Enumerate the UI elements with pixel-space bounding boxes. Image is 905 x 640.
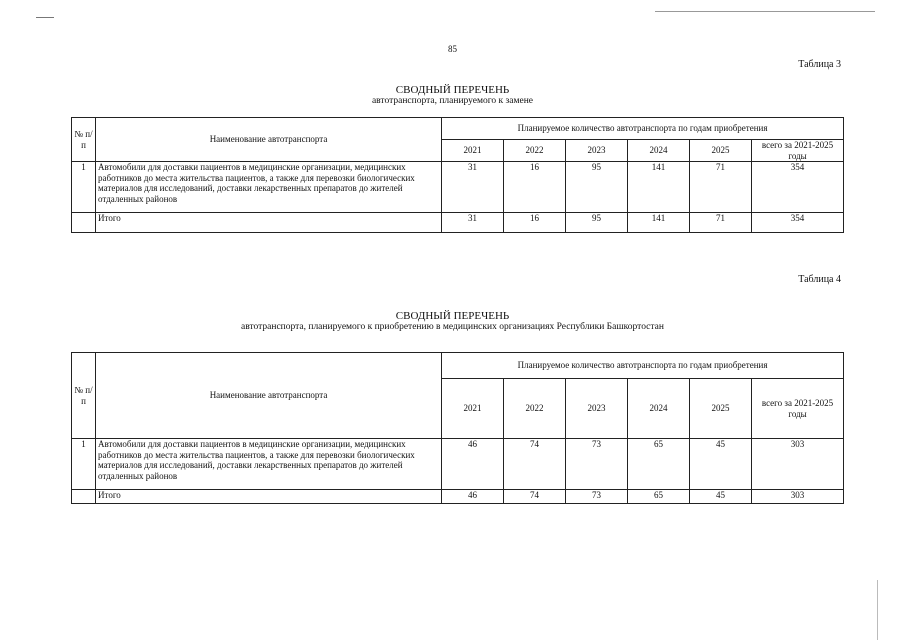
total-value: 95 [566,213,628,233]
table-row [72,439,844,490]
summary-table-3 [71,117,844,233]
total-value: 45 [690,490,752,504]
col-header-year: 2022 [504,140,566,162]
col-header-name: Наименование автотранспорта [96,353,442,439]
total-value: 46 [442,490,504,504]
row-value: 71 [690,162,752,213]
row-value: 16 [504,162,566,213]
scan-mark [655,11,875,12]
total-label: Итого [96,490,442,504]
row-name: Автомобили для доставки пациентов в медицинские организации, медицинских работников до места жительства пациентов, а также для перевозки биологических материалов для исследований, доставки лекарственных препаратов до жителей отдаленных районов [96,162,442,213]
total-value: 74 [504,490,566,504]
row-num: 1 [72,439,96,490]
scan-mark [36,17,54,18]
col-header-total: всего за 2021-2025 годы [752,140,844,162]
col-header-year: 2021 [442,379,504,439]
row-value: 141 [628,162,690,213]
row-name: Автомобили для доставки пациентов в медицинские организации, медицинских работников до места жительства пациентов, а также для перевозки биологических материалов для исследований, доставки лекарственных препаратов до жителей отдаленных районов [96,439,442,490]
total-row-num [72,490,96,504]
row-value: 354 [752,162,844,213]
table-label: Таблица 4 [798,274,841,285]
row-value: 73 [566,439,628,490]
col-header-year: 2023 [566,379,628,439]
col-header-name: Наименование автотранспорта [96,118,442,162]
total-value: 16 [504,213,566,233]
row-num: 1 [72,162,96,213]
total-value: 71 [690,213,752,233]
total-label: Итого [96,213,442,233]
total-row-num [72,213,96,233]
total-row [72,213,844,233]
summary-table-4 [71,352,844,504]
total-value: 303 [752,490,844,504]
table-subtitle: автотранспорта, планируемого к приобретению в медицинских организациях Республики Башкортостан [241,322,664,332]
table-title: СВОДНЫЙ ПЕРЕЧЕНЬ [395,310,510,322]
total-value: 354 [752,213,844,233]
total-value: 73 [566,490,628,504]
total-value: 141 [628,213,690,233]
col-header-total: всего за 2021-2025 годы [752,379,844,439]
row-value: 74 [504,439,566,490]
col-header-num: № п/п [72,118,96,162]
total-value: 31 [442,213,504,233]
col-header-year: 2023 [566,140,628,162]
table-title: СВОДНЫЙ ПЕРЕЧЕНЬ [395,84,510,96]
row-value: 303 [752,439,844,490]
col-header-year: 2024 [628,140,690,162]
row-value: 65 [628,439,690,490]
scan-mark [877,580,878,640]
col-header-num: № п/п [72,353,96,439]
row-value: 31 [442,162,504,213]
table-subtitle: автотранспорта, планируемого к замене [371,96,534,106]
table-row [72,162,844,213]
col-header-year: 2024 [628,379,690,439]
page-number: 85 [448,44,457,54]
row-value: 45 [690,439,752,490]
col-header-group: Планируемое количество автотранспорта по годам приобретения [442,118,844,140]
col-header-year: 2022 [504,379,566,439]
total-row [72,490,844,504]
col-header-year: 2025 [690,379,752,439]
table-label: Таблица 3 [798,59,841,70]
row-value: 95 [566,162,628,213]
col-header-year: 2021 [442,140,504,162]
total-value: 65 [628,490,690,504]
col-header-year: 2025 [690,140,752,162]
row-value: 46 [442,439,504,490]
col-header-group: Планируемое количество автотранспорта по годам приобретения [442,353,844,379]
